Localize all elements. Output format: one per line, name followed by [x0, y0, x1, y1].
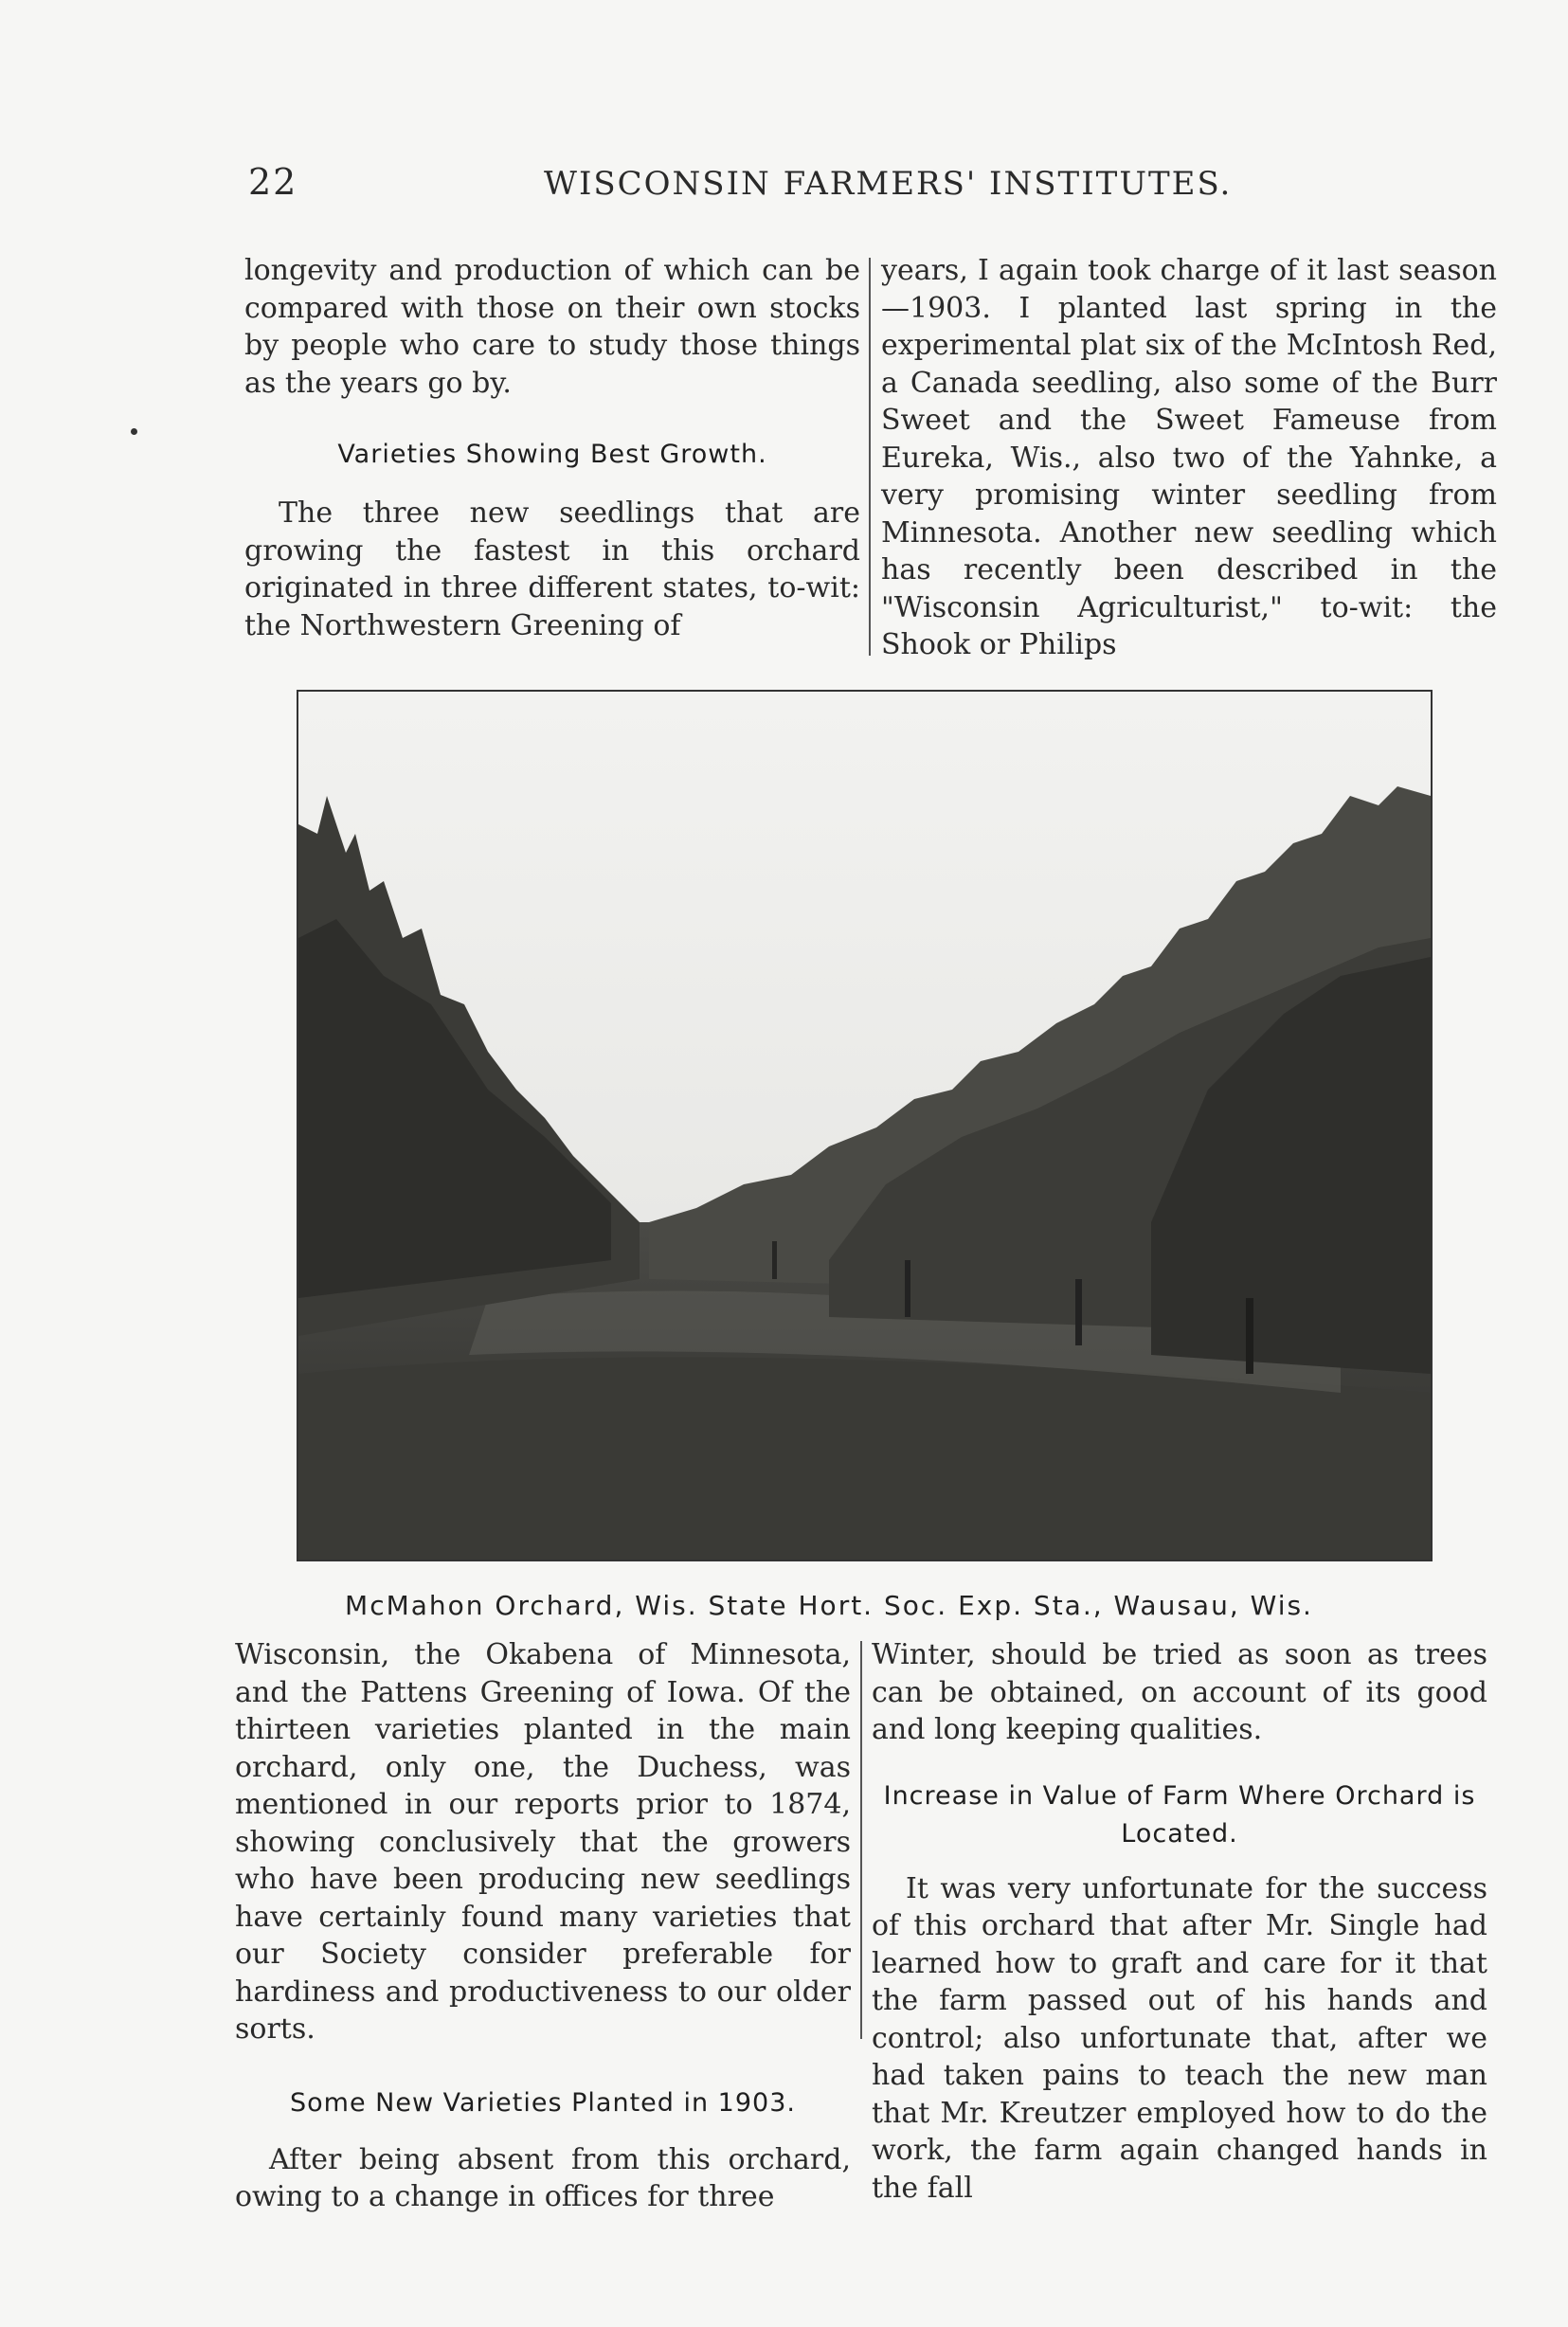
running-header [248, 161, 1233, 208]
column-rule [860, 1641, 862, 2039]
paragraph: After being absent from this orchard, owing to a change in offices for three [235, 2142, 851, 2213]
figure-caption: McMahon Orchard, Wis. State Hort. Soc. Exp. Sta., Wausau, Wis. [345, 1590, 1313, 1621]
section-heading-farm-value: Increase in Value of Farm Where Orchard is Located. [883, 1780, 1476, 1849]
column-rule [869, 258, 871, 656]
paragraph: Wisconsin, the Okabena of Minnesota, and the Pattens Greening of Iowa. Of the thirteen varieties planted in the main orchard, only one, the Duchess, was mentioned in our reports prior to 1874, showing conclusively that the growers who have been producing new seedlings have certainly found many varieties that our Society consider preferable for hardiness and productiveness to our older sorts. [235, 1638, 851, 2046]
orchard-photograph [297, 690, 1433, 1561]
margin-dot [131, 428, 137, 435]
paragraph: Winter, should be tried as soon as trees can be obtained, on account of its good and long keeping qualities. [872, 1638, 1487, 1746]
bottom-left-column [235, 1636, 851, 2216]
paragraph: The three new seedlings that are growing the fastest in this orchard originated in three different states, to-wit: the Northwestern Greening of [244, 496, 860, 642]
page-number: 22 [248, 161, 298, 203]
top-left-column [244, 252, 860, 644]
paragraph: It was very unfortunate for the success of this orchard that after Mr. Single had learned how to graft and care for it that the farm passed out of his hands and control; also unfortunate that, after we had taken pains to teach the new man that Mr. Kreutzer employed how to do the work, the farm again changed hands in the fall [872, 1871, 1487, 2205]
paragraph: longevity and production of which can be compared with those on their own stocks by people who care to study those things as the years go by. [244, 254, 860, 400]
paragraph: years, I again took charge of it last season—1903. I planted last spring in the experimental plat six of the McIntosh Red, a Canada seedling, also some of the Burr Sweet and the Sweet Fameuse from Eureka, Wis., also two of the Yahnke, a very promising winter seedling from Minnesota. Another new seedling which has recently been described in the "Wisconsin Agriculturist," to-wit: the Shook or Philips [881, 254, 1497, 661]
top-right-column [881, 252, 1497, 664]
section-heading-new-varieties: Some New Varieties Planted in 1903. [290, 2087, 796, 2118]
section-heading-best-growth: Varieties Showing Best Growth. [337, 440, 767, 469]
journal-title: WISCONSIN FARMERS' INSTITUTES. [544, 165, 1233, 203]
bottom-right-column [872, 1636, 1487, 2207]
